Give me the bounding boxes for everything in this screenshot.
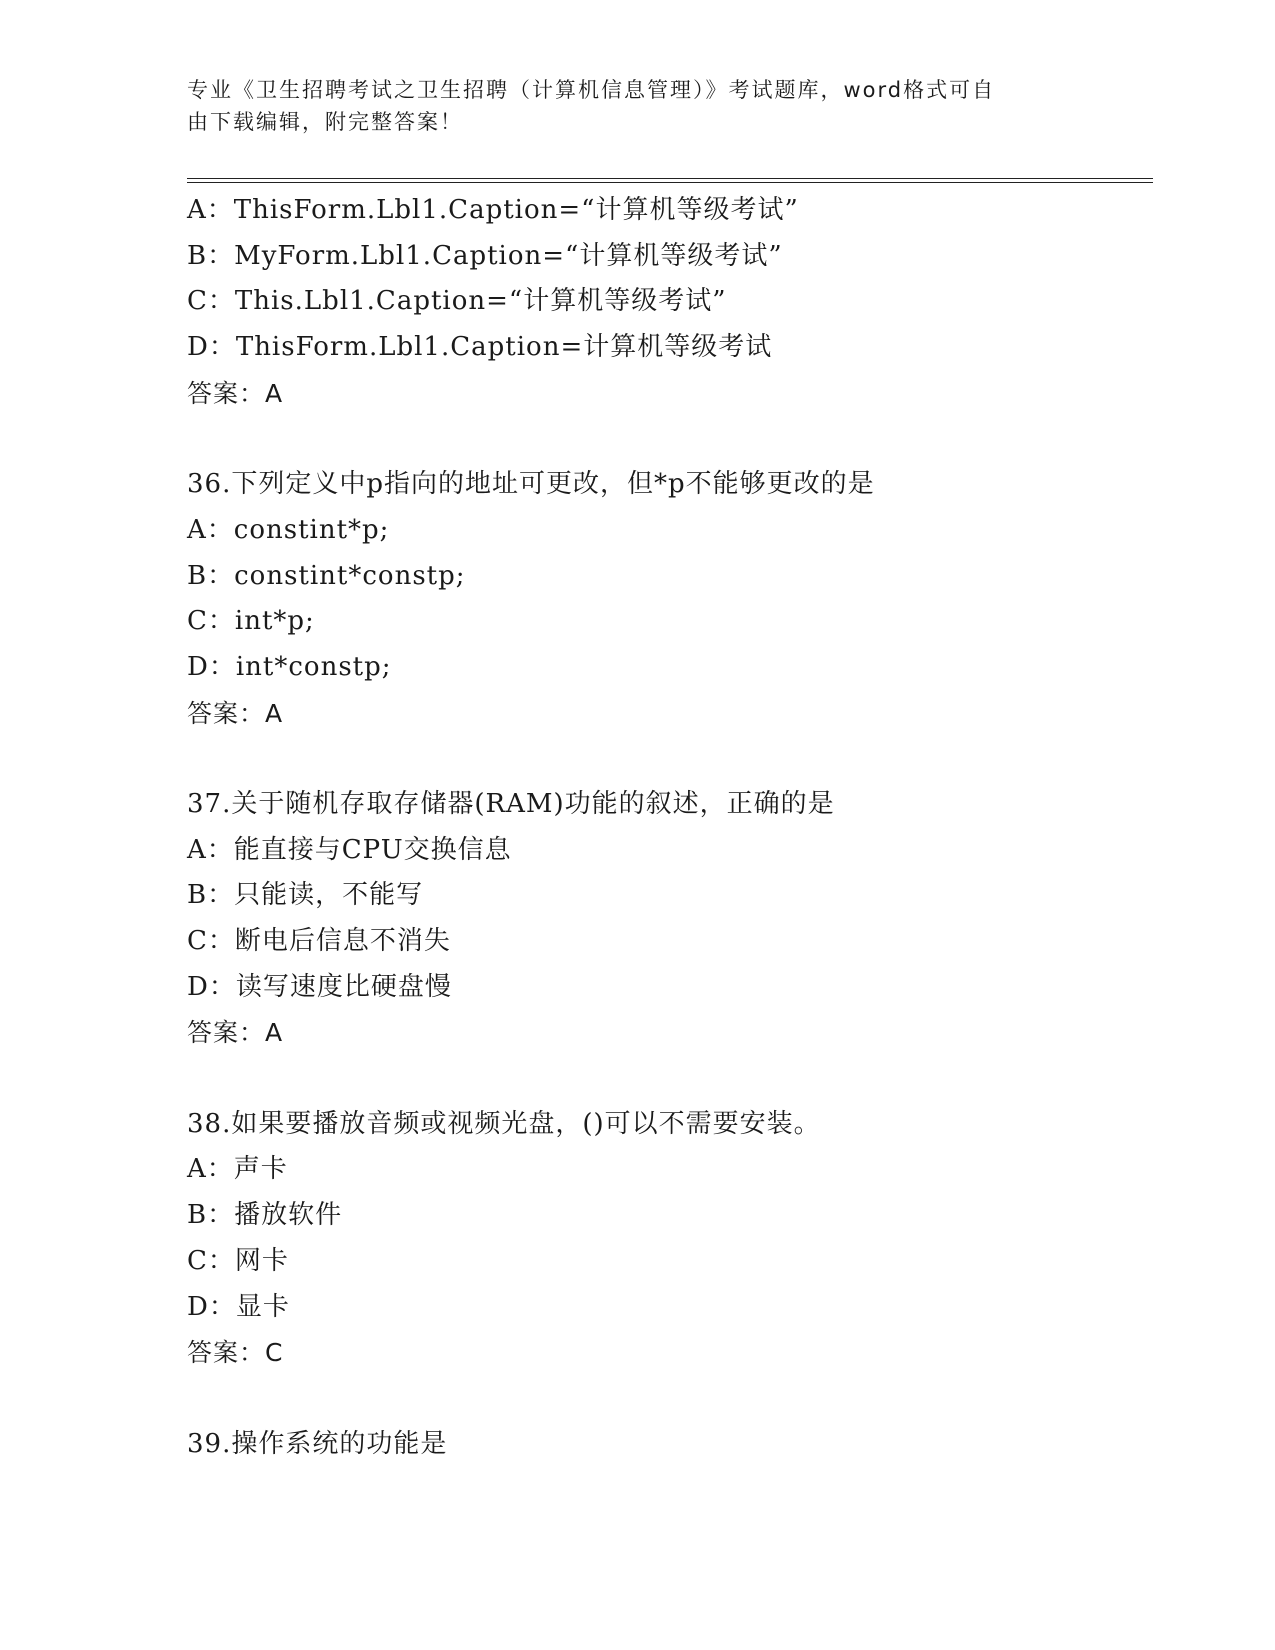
document-header <box>187 74 1087 138</box>
option-c: C：int*p; <box>187 606 315 637</box>
question-36 <box>187 462 1153 736</box>
spacer <box>187 1376 1153 1422</box>
option-b: B：播放软件 <box>187 1200 343 1231</box>
option-a: A：ThisForm.Lbl1.Caption=“计算机等级考试” <box>187 195 799 225</box>
option-a: A：constint*p; <box>187 514 390 545</box>
option-b: B：MyForm.Lbl1.Caption=“计算机等级考试” <box>187 240 783 271</box>
question-38 <box>187 1102 1153 1376</box>
question-list <box>187 188 1153 1467</box>
option-b: B：只能读，不能写 <box>187 880 424 911</box>
question-text: 38.如果要播放音频或视频光盘，()可以不需要安装。 <box>187 1108 821 1139</box>
header-line-1: 专业《卫生招聘考试之卫生招聘（计算机信息管理）》考试题库，word格式可自 <box>187 78 996 102</box>
answer: 答案：A <box>187 1018 284 1048</box>
spacer <box>187 1056 1153 1102</box>
option-d: D：显卡 <box>187 1291 290 1322</box>
header-line-2: 由下载编辑，附完整答案！ <box>187 110 463 134</box>
header-divider-bottom <box>187 182 1153 183</box>
answer: 答案：A <box>187 378 284 408</box>
question-text: 37.关于随机存取存储器(RAM)功能的叙述，正确的是 <box>187 788 835 819</box>
question-text: 36.下列定义中p指向的地址可更改，但*p不能够更改的是 <box>187 469 875 500</box>
option-c: C：断电后信息不消失 <box>187 926 451 956</box>
question-37 <box>187 782 1153 1056</box>
question-35 <box>187 188 1153 416</box>
spacer <box>187 736 1153 782</box>
question-text: 39.操作系统的功能是 <box>187 1428 448 1459</box>
option-b: B：constint*constp; <box>187 560 466 591</box>
option-d: D：读写速度比硬盘慢 <box>187 971 452 1002</box>
option-c: C：网卡 <box>187 1245 289 1276</box>
header-divider-top <box>187 178 1153 179</box>
answer: 答案：A <box>187 698 284 728</box>
question-39 <box>187 1422 1153 1468</box>
spacer <box>187 416 1153 462</box>
option-c: C：This.Lbl1.Caption=“计算机等级考试” <box>187 286 727 317</box>
option-d: D：int*constp; <box>187 651 392 682</box>
option-d: D：ThisForm.Lbl1.Caption=计算机等级考试 <box>187 332 773 363</box>
option-a: A：声卡 <box>187 1154 288 1185</box>
option-a: A：能直接与CPU交换信息 <box>187 834 512 865</box>
answer: 答案：C <box>187 1338 284 1368</box>
